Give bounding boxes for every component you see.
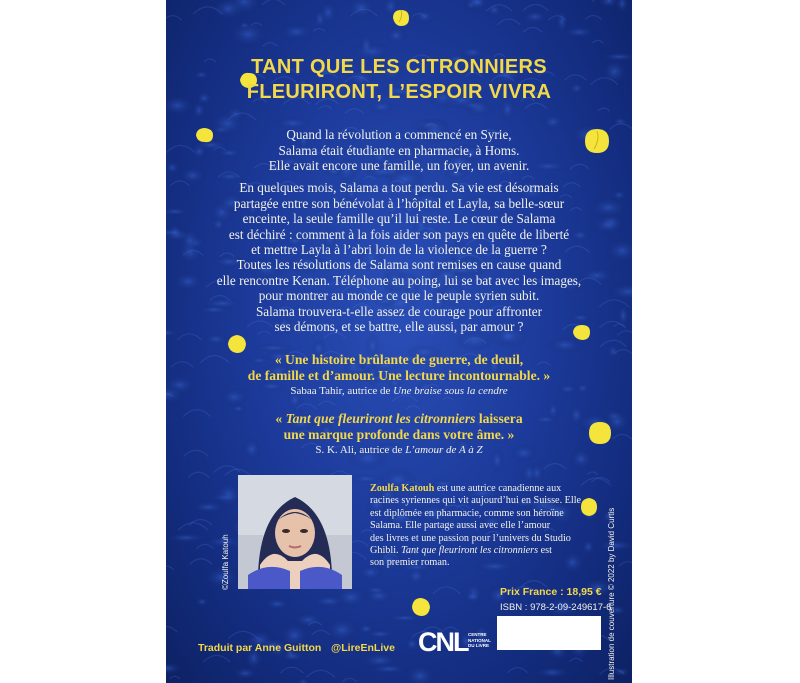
quote-attribution: Sabaa Tahir, autrice de Une braise sous la cendre (290, 385, 508, 397)
lemon-blossom-icon (410, 596, 432, 618)
author-photo (238, 475, 352, 589)
cover-illustration-credit: Illustration de couverture © 2022 by David Curtis (607, 507, 616, 680)
lemon-blossom-icon (390, 8, 412, 28)
social-handle: @LireEnLive (331, 642, 395, 654)
photo-credit: ©Zoulfa Katouh (221, 534, 230, 590)
blurb-paragraph-1: Quand la révolution a commencé en Syrie, Salama était étudiante en pharmacie, à Homs. Elle avait encore une famille, un foyer, un avenir. (268, 127, 530, 174)
review-quote-1: « Une histoire brûlante de guerre, de deuil, de famille et d’amour. Une lecture incontournable. » Sabaa Tahir, autrice de Une braise sous la cendre (166, 352, 632, 398)
tagline-title: TANT QUE LES CITRONNIERS FLEURIRONT, L’ESPOIR VIVRA (246, 56, 552, 103)
price-label: Prix France : 18,95 € (500, 586, 602, 598)
blurb-paragraph-2: En quelques mois, Salama a tout perdu. Sa vie est désormais partagée entre son bénévolat à l’hôpital et Layla, sa belle-sœur enceinte, la seule famille qu’il lui reste. Le cœur de Salama est déchiré : comment à la fois aider son pays en quête de liberté et mettre Layla à l’abri loin de la violence de la guerre ? (228, 180, 570, 258)
isbn-label: ISBN : 978-2-09-249617-6 (500, 602, 612, 613)
quote-attribution: S. K. Ali, autrice de L’amour de A à Z (315, 444, 483, 456)
author-bio: Zoulfa Katouh est une autrice canadienne aux racines syriennes qui vit aujourd’hui en Suisse. Elle est diplômée en pharmacie, comme son héroïne Salama. Elle partage aussi avec elle l’amour des livres et une passion pour l’univers du Studio Ghibli. Tant que fleuriront les citronniers est son premier roman. (370, 483, 582, 569)
blurb-paragraph-3: Toutes les résolutions de Salama sont remises en cause quand elle rencontre Kenan. Téléphone au poing, lui se bat avec les images, pour montrer au monde ce que le peuple syrien subit. Salama trouvera-t-elle assez de courage pour affronter ses démons, et se battre, elle aussi, par amour ? (216, 257, 582, 335)
book-back-cover (166, 0, 632, 683)
cnl-logo: CNL (418, 627, 468, 657)
barcode-area (497, 616, 601, 650)
cnl-logo-caption: CENTRE NATIONAL DU LIVRE (468, 632, 491, 648)
author-name: Zoulfa Katouh (370, 483, 435, 494)
translator-credit: Traduit par Anne Guitton (198, 642, 322, 654)
review-quote-2: « Tant que fleuriront les citronniers laissera une marque profonde dans votre âme. » S. K. Ali, autrice de L’amour de A à Z (166, 411, 632, 457)
